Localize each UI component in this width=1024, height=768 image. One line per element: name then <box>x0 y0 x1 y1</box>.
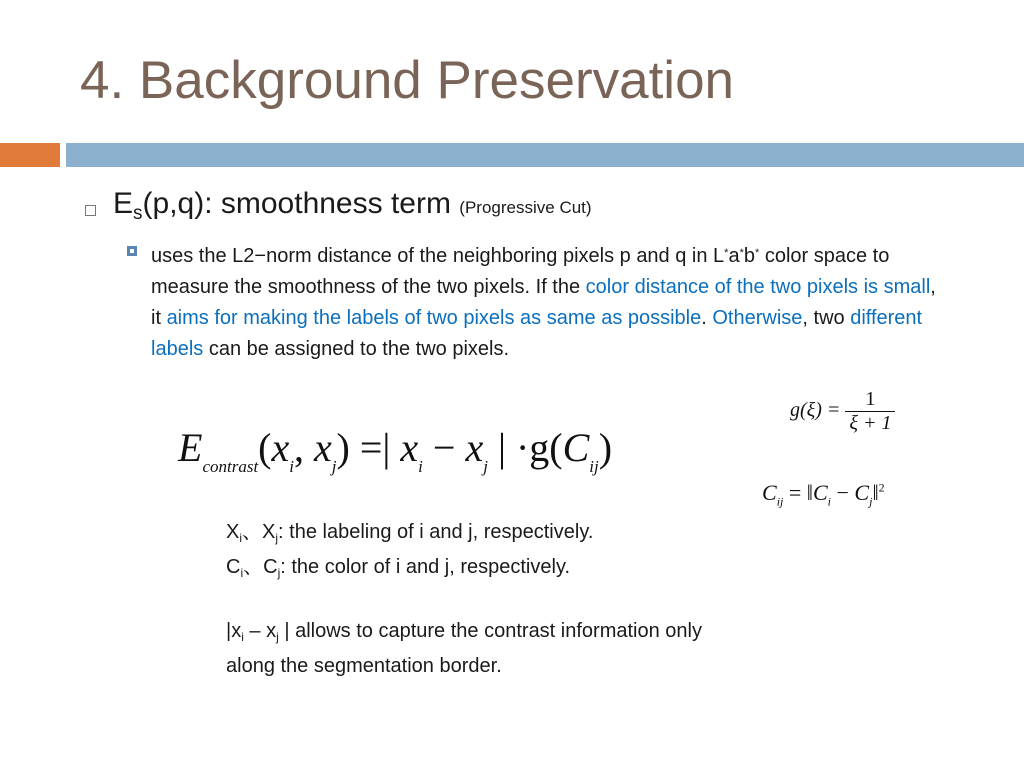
title-divider-orange <box>0 143 60 167</box>
slide-title: 4. Background Preservation <box>80 51 735 110</box>
note-contrast <box>226 617 702 652</box>
formula-subscript: i <box>418 457 423 476</box>
formula-symbol: x <box>400 425 419 470</box>
g-function-formula <box>790 388 895 435</box>
formula-operator: ( <box>258 425 272 470</box>
spacer <box>226 588 702 617</box>
square-bullet-icon <box>85 205 96 216</box>
formula-subscript: contrast <box>202 457 259 476</box>
note-text: – x <box>243 620 277 642</box>
note-subscript: i <box>239 531 243 545</box>
formula-operator: , <box>294 425 314 470</box>
note-subscript: j <box>275 531 279 545</box>
formula-superscript: 2 <box>878 480 885 495</box>
desc-text: color space to measure the smoothness of the two pixels. If the <box>151 245 890 298</box>
note-text: | allows to capture the contrast information only <box>278 620 702 642</box>
term-subscript: s <box>133 203 143 224</box>
note-contrast-continued: along the segmentation border. <box>226 655 502 677</box>
formula-subscript: j <box>483 457 488 476</box>
note-subscript: i <box>240 566 244 580</box>
note-labeling <box>226 518 702 553</box>
formula-operator: ) <box>598 425 613 470</box>
note-subscript: j <box>277 566 281 580</box>
note-text: C <box>226 556 241 578</box>
formula-subscript: j <box>331 457 337 476</box>
bullet-smoothness-term <box>113 187 592 225</box>
formula-symbol: x <box>314 425 332 470</box>
note-text: 、C <box>243 556 278 578</box>
desc-star: * <box>754 247 760 259</box>
variable-notes <box>226 518 702 681</box>
formula-operator: = ‖ <box>783 480 813 505</box>
term-description: (p,q): smoothness term <box>142 187 460 220</box>
fraction <box>845 388 895 435</box>
desc-text: can be assigned to the two pixels. <box>203 338 510 360</box>
highlight-text: different labels <box>151 307 923 360</box>
formula-symbol: C <box>812 480 828 505</box>
formula-operator: ‖ <box>872 480 879 505</box>
note-subscript: i <box>241 630 244 644</box>
note-text: : the labeling of i and j, respectively. <box>278 521 594 543</box>
desc-text: . <box>701 307 713 329</box>
formula-subscript: i <box>289 457 294 476</box>
formula-subscript: ij <box>589 457 599 476</box>
note-color <box>226 553 702 588</box>
formula-subscript: ij <box>776 494 784 509</box>
formula-subscript: i <box>827 494 831 509</box>
fraction-numerator: 1 <box>845 388 895 412</box>
term-symbol: E <box>113 187 134 220</box>
formula-symbol: E <box>178 425 203 470</box>
desc-text: , two <box>802 307 851 329</box>
highlight-text: color distance of the two pixels is small <box>585 276 931 298</box>
formula-symbol: x <box>271 425 290 470</box>
formula-operator: ) =| <box>336 425 401 470</box>
note-text: : the color of i and j, respectively. <box>280 556 571 578</box>
formula-operator: − <box>422 425 466 470</box>
bullet-l2-norm-description <box>151 238 951 365</box>
formula-operator: | ·g( <box>487 425 563 470</box>
title-divider-blue <box>66 143 1024 167</box>
note-text: X <box>226 521 240 543</box>
formula-symbol: C <box>854 480 870 505</box>
formula-subscript: j <box>869 494 873 509</box>
highlight-text: aims for making the labels of two pixels as same as possible <box>166 307 702 329</box>
formula-symbol: C <box>762 480 777 505</box>
formula-operator: − <box>830 480 855 505</box>
desc-text: a <box>728 245 740 267</box>
desc-text: , it <box>151 276 936 329</box>
highlight-text: Otherwise <box>712 307 803 329</box>
filled-square-bullet-icon <box>127 246 137 256</box>
note-text: 、X <box>242 521 276 543</box>
formula-symbol: C <box>562 425 590 470</box>
note-text: |x <box>226 620 242 642</box>
term-source: (Progressive Cut) <box>459 198 592 217</box>
desc-star: * <box>739 247 744 259</box>
note-subscript: j <box>276 630 279 644</box>
desc-text: uses the L2−norm distance of the neighboring pixels p and q in L <box>151 245 725 267</box>
desc-star: * <box>724 247 729 259</box>
formula-lhs: g(ξ) = <box>790 399 846 422</box>
contrast-energy-formula <box>178 424 612 477</box>
formula-symbol: x <box>465 425 484 470</box>
fraction-denominator: ξ + 1 <box>849 412 892 434</box>
desc-text: b <box>743 245 755 267</box>
color-distance-formula <box>762 480 885 509</box>
